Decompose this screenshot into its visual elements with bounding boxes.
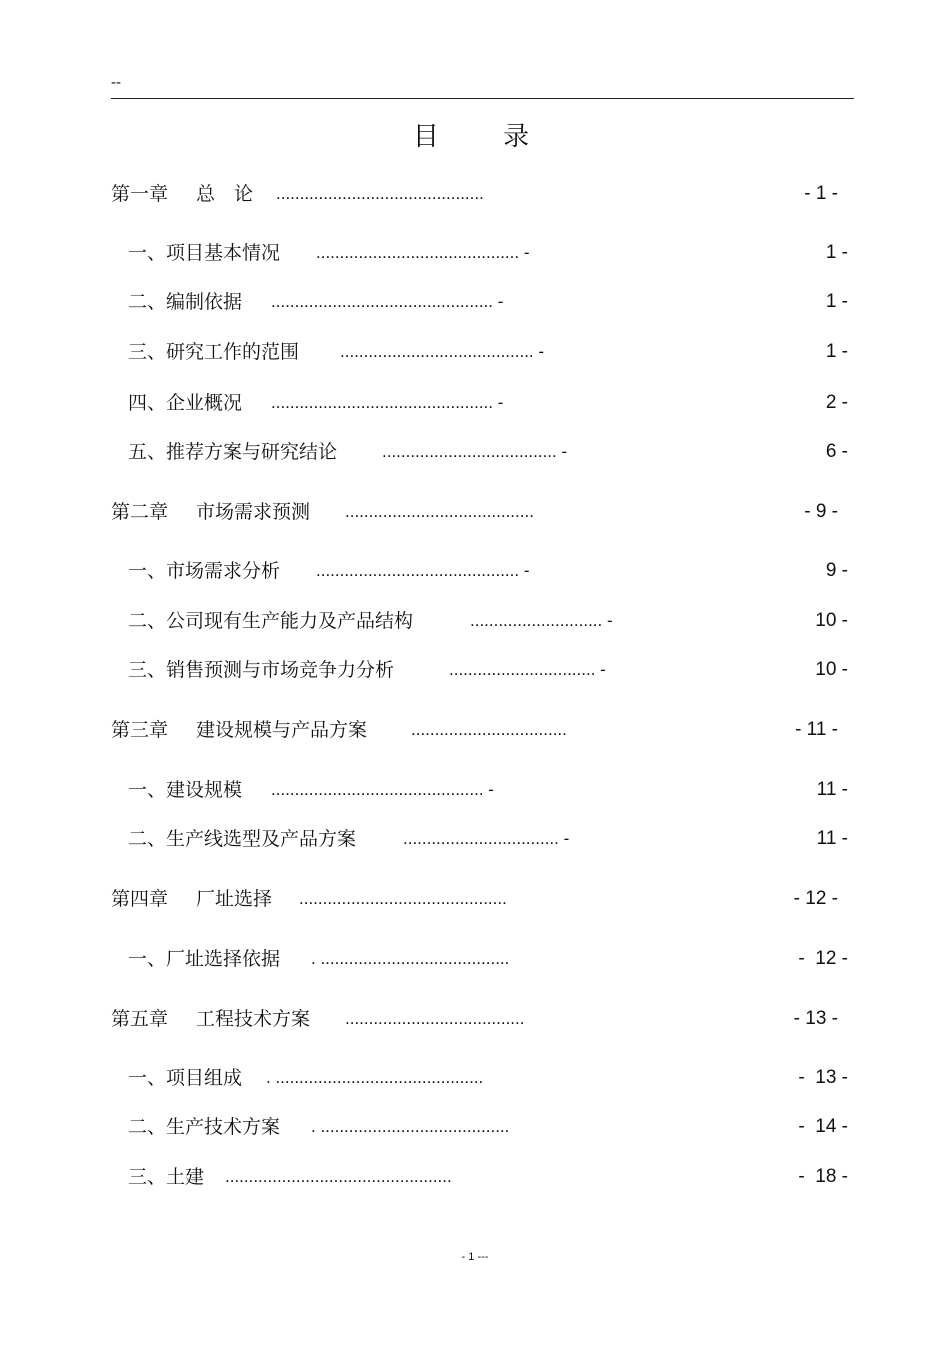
section-number: 二、 [128, 610, 167, 632]
chapter-title: 厂址选择 [196, 888, 273, 910]
chapter-number: 第四章 [111, 888, 169, 910]
toc-leader-dots: ........................................... - [316, 561, 530, 580]
toc-page-number: 2 - [825, 392, 848, 413]
toc-entry-label [128, 338, 299, 366]
toc-page-number: - 13 - [798, 1067, 848, 1088]
toc-entry-label [111, 180, 253, 208]
section-title: 推荐方案与研究结论 [166, 441, 338, 463]
toc-page-number: 11 - [816, 828, 848, 849]
toc-section-row[interactable] [0, 1113, 950, 1141]
toc-page-number: 10 - [815, 659, 848, 680]
section-title: 研究工作的范围 [166, 341, 300, 363]
toc-section-row[interactable] [0, 1163, 950, 1191]
toc-page-number: - 11 - [795, 719, 838, 740]
section-number: 二、 [128, 828, 167, 850]
toc-section-row[interactable] [0, 825, 950, 853]
section-title: 土建 [166, 1166, 205, 1188]
toc-page-number: 1 - [825, 341, 848, 362]
toc-section-row[interactable] [0, 607, 950, 635]
toc-leader-dots: ...................................... [345, 1009, 525, 1028]
toc-page-number: - 1 - [804, 183, 838, 204]
toc-page-number: - 14 - [798, 1116, 848, 1137]
toc-leader-dots: . ............................................ [266, 1068, 484, 1087]
chapter-title: 建设规模与产品方案 [196, 719, 368, 741]
toc-leader-dots: ................................. [411, 720, 567, 739]
toc-leader-dots: ............................... - [449, 660, 606, 679]
section-number: 一、 [128, 948, 167, 970]
section-number: 一、 [128, 560, 167, 582]
toc-entry-label [128, 1163, 204, 1191]
toc-leader-dots: ............................................... - [271, 292, 504, 311]
section-number: 二、 [128, 1116, 167, 1138]
toc-entry-label [128, 239, 280, 267]
toc-chapter-row[interactable] [0, 885, 950, 913]
toc-page-number: - 12 - [793, 888, 838, 909]
toc-leader-dots: ..................................... - [382, 442, 568, 461]
toc-leader-dots: ............................................. - [271, 780, 494, 799]
section-number: 一、 [128, 1067, 167, 1089]
section-title: 编制依据 [166, 291, 243, 313]
toc-page-number: 1 - [825, 242, 848, 263]
toc-page-number: 6 - [825, 441, 848, 462]
toc-entry-label [111, 716, 367, 744]
toc-section-row[interactable] [0, 557, 950, 585]
chapter-number: 第五章 [111, 1008, 169, 1030]
toc-page-number: 1 - [825, 291, 848, 312]
chapter-title: 市场需求预测 [196, 501, 311, 523]
page-number-footer: - 1 --- [461, 1251, 489, 1263]
toc-section-row[interactable] [0, 338, 950, 366]
section-title: 厂址选择依据 [166, 948, 281, 970]
toc-page-number: - 9 - [804, 501, 838, 522]
toc-entry-label [128, 945, 280, 973]
toc-page-number: - 18 - [798, 1166, 848, 1187]
toc-leader-dots: ................................. - [403, 829, 570, 848]
header-mark: -- [111, 74, 121, 91]
section-title: 市场需求分析 [166, 560, 281, 582]
section-title: 销售预测与市场竞争力分析 [166, 659, 395, 681]
toc-section-row[interactable] [0, 288, 950, 316]
toc-leader-dots: ......................................... - [340, 342, 545, 361]
toc-entry-label [128, 288, 242, 316]
section-number: 四、 [128, 392, 167, 414]
toc-chapter-row[interactable] [0, 498, 950, 526]
toc-leader-dots: . ........................................ [311, 949, 510, 968]
toc-entry-label [111, 1005, 310, 1033]
chapter-title: 工程技术方案 [196, 1008, 311, 1030]
toc-entry-label [128, 607, 413, 635]
section-title: 企业概况 [166, 392, 243, 414]
toc-page-number: 11 - [816, 779, 848, 800]
toc-page-number: 10 - [815, 610, 848, 631]
section-number: 一、 [128, 242, 167, 264]
toc-leader-dots: ............................................... - [271, 393, 504, 412]
chapter-number: 第三章 [111, 719, 169, 741]
toc-entry-label [128, 438, 337, 466]
page-title: 目 录 [412, 122, 558, 152]
toc-entry-label [111, 885, 272, 913]
toc-entry-label [128, 825, 356, 853]
section-title: 生产技术方案 [166, 1116, 281, 1138]
section-number: 三、 [128, 341, 167, 363]
toc-leader-dots: ........................................... - [316, 243, 530, 262]
toc-entry-label [128, 389, 242, 417]
toc-entry-label [128, 656, 394, 684]
toc-leader-dots: ........................................ [345, 502, 534, 521]
chapter-title: 总 论 [196, 183, 254, 205]
section-title: 项目基本情况 [166, 242, 281, 264]
toc-leader-dots: . ........................................ [311, 1117, 510, 1136]
section-number: 五、 [128, 441, 167, 463]
toc-entry-label [128, 557, 280, 585]
toc-chapter-row[interactable] [0, 716, 950, 744]
toc-section-row[interactable] [0, 1064, 950, 1092]
chapter-number: 第一章 [111, 183, 169, 205]
toc-page-number: 9 - [825, 560, 848, 581]
toc-section-row[interactable] [0, 656, 950, 684]
toc-entry-label [128, 776, 242, 804]
toc-leader-dots: ............................................ [276, 184, 484, 203]
toc-leader-dots: ............................ - [470, 611, 613, 630]
toc-section-row[interactable] [0, 389, 950, 417]
toc-section-row[interactable] [0, 945, 950, 973]
toc-page-number: - 12 - [798, 948, 848, 969]
toc-leader-dots: ............................................ [299, 889, 507, 908]
section-number: 二、 [128, 291, 167, 313]
toc-leader-dots: ................................................ [225, 1167, 452, 1186]
toc-entry-label [128, 1113, 280, 1141]
toc-section-row[interactable] [0, 239, 950, 267]
section-number: 一、 [128, 779, 167, 801]
section-number: 三、 [128, 659, 167, 681]
section-title: 建设规模 [166, 779, 243, 801]
section-title: 公司现有生产能力及产品结构 [166, 610, 414, 632]
toc-section-row[interactable] [0, 438, 950, 466]
toc-section-row[interactable] [0, 776, 950, 804]
toc-chapter-row[interactable] [0, 1005, 950, 1033]
section-number: 三、 [128, 1166, 167, 1188]
toc-entry-label [128, 1064, 242, 1092]
toc-page-number: - 13 - [793, 1008, 838, 1029]
toc-entry-label [111, 498, 310, 526]
chapter-number: 第二章 [111, 501, 169, 523]
section-title: 项目组成 [166, 1067, 243, 1089]
toc-chapter-row[interactable] [0, 180, 950, 208]
section-title: 生产线选型及产品方案 [166, 828, 357, 850]
